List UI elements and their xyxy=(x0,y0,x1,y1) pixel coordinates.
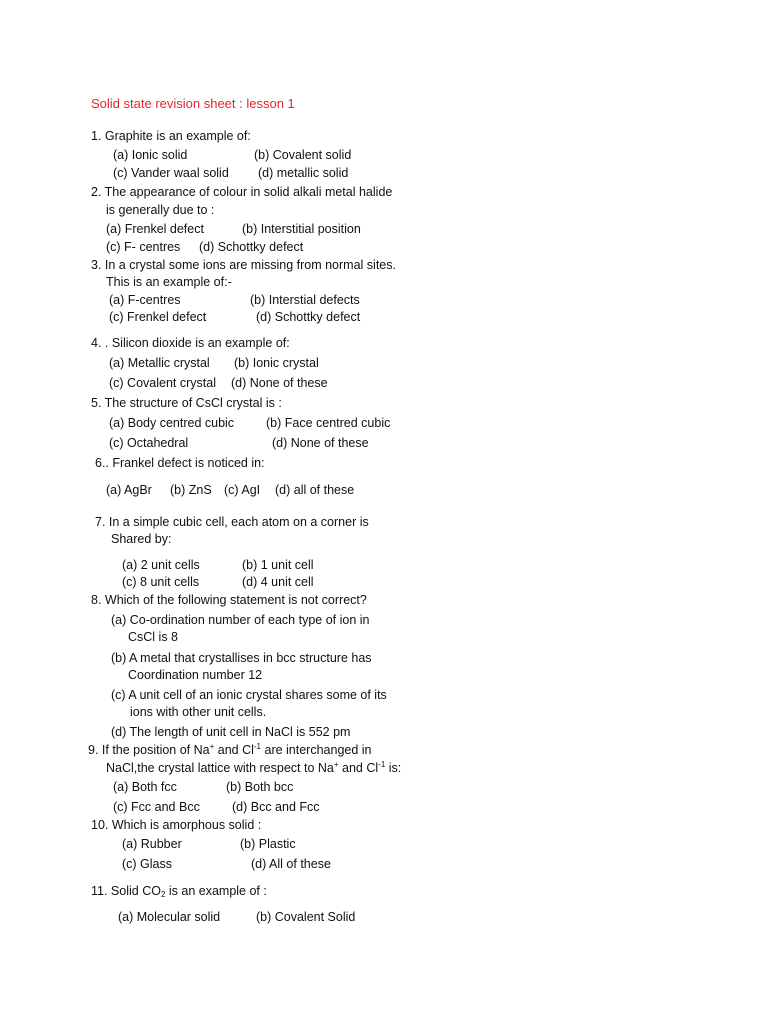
q11-option-b: (b) Covalent Solid xyxy=(256,910,356,924)
q2-option-a: (a) Frenkel defect xyxy=(106,222,204,236)
q7-option-c: (c) 8 unit cells xyxy=(122,575,200,589)
q6-option-c: (c) AgI xyxy=(224,483,261,497)
q8-option-a-line-1: (a) Co-ordination number of each type of ion in xyxy=(111,613,370,627)
q2-option-d: (d) Schottky defect xyxy=(199,240,304,254)
q8-option-b-line-2: Coordination number 12 xyxy=(128,668,263,682)
q3-option-a: (a) F-centres xyxy=(109,293,181,307)
question-11 xyxy=(91,883,267,899)
q11-text-a: 11. Solid CO xyxy=(91,884,161,898)
q2-option-c: (c) F- centres xyxy=(106,240,181,254)
question-9-line-2 xyxy=(106,760,401,776)
q6-option-d: (d) all of these xyxy=(275,483,355,497)
q9-option-a: (a) Both fcc xyxy=(113,780,177,794)
q3-option-d: (d) Schottky defect xyxy=(256,310,361,324)
q9-l1-sup-plus: + xyxy=(209,742,215,751)
q5-option-d: (d) None of these xyxy=(272,436,369,450)
question-7-line-1: 7. In a simple cubic cell, each atom on a corner is xyxy=(95,515,369,529)
q11-subscript: 2 xyxy=(160,890,166,899)
q5-option-b: (b) Face centred cubic xyxy=(266,416,391,430)
q9-option-c: (c) Fcc and Bcc xyxy=(113,800,200,814)
question-2-line-2: is generally due to : xyxy=(106,203,215,217)
q8-option-d: (d) The length of unit cell in NaCl is 552 pm xyxy=(111,725,351,739)
q11-option-a: (a) Molecular solid xyxy=(118,910,221,924)
q1-option-b: (b) Covalent solid xyxy=(254,148,352,162)
question-3-line-1: 3. In a crystal some ions are missing from normal sites. xyxy=(91,258,396,272)
q11-text-b: is an example of : xyxy=(165,884,267,898)
q9-l1-text-c: are interchanged in xyxy=(261,743,372,757)
q5-option-c: (c) Octahedral xyxy=(109,436,189,450)
q1-option-d: (d) metallic solid xyxy=(258,166,349,180)
q4-option-b: (b) Ionic crystal xyxy=(234,356,319,370)
question-7-line-2: Shared by: xyxy=(111,532,172,546)
q10-option-c: (c) Glass xyxy=(122,857,172,871)
q7-option-d: (d) 4 unit cell xyxy=(242,575,314,589)
question-4: 4. . Silicon dioxide is an example of: xyxy=(91,336,290,350)
q8-option-c-line-2: ions with other unit cells. xyxy=(130,705,267,719)
q1-option-c: (c) Vander waal solid xyxy=(113,166,229,180)
q7-option-a: (a) 2 unit cells xyxy=(122,558,200,572)
q9-l1-text-b: and Cl xyxy=(214,743,254,757)
q9-l2-sup-minus: -1 xyxy=(378,760,386,769)
q9-l2-text-a: NaCl,the crystal lattice with respect to Na xyxy=(106,761,334,775)
q8-option-c-line-1: (c) A unit cell of an ionic crystal shares some of its xyxy=(111,688,387,702)
q6-option-a: (a) AgBr xyxy=(106,483,152,497)
q8-option-b-line-1: (b) A metal that crystallises in bcc structure has xyxy=(111,651,372,665)
question-8: 8. Which of the following statement is not correct? xyxy=(91,593,367,607)
question-5: 5. The structure of CsCl crystal is : xyxy=(91,396,282,410)
q10-option-b: (b) Plastic xyxy=(240,837,296,851)
q10-option-a: (a) Rubber xyxy=(122,837,182,851)
question-1: 1. Graphite is an example of: xyxy=(91,129,251,143)
q4-option-a: (a) Metallic crystal xyxy=(109,356,210,370)
q2-option-b: (b) Interstitial position xyxy=(242,222,361,236)
q9-l2-sup-plus: + xyxy=(333,760,339,769)
question-9-line-1 xyxy=(88,742,372,758)
q3-option-c: (c) Frenkel defect xyxy=(109,310,207,324)
q1-option-a: (a) Ionic solid xyxy=(113,148,188,162)
q4-option-c: (c) Covalent crystal xyxy=(109,376,216,390)
question-2-line-1: 2. The appearance of colour in solid alkali metal halide xyxy=(91,185,393,199)
q9-option-b: (b) Both bcc xyxy=(226,780,294,794)
page-title: Solid state revision sheet : lesson 1 xyxy=(91,96,295,111)
q5-option-a: (a) Body centred cubic xyxy=(109,416,235,430)
q7-option-b: (b) 1 unit cell xyxy=(242,558,314,572)
q9-l1-text-a: 9. If the position of Na xyxy=(88,743,210,757)
q3-option-b: (b) Interstial defects xyxy=(250,293,360,307)
q9-option-d: (d) Bcc and Fcc xyxy=(232,800,320,814)
q8-option-a-line-2: CsCl is 8 xyxy=(128,630,179,644)
q10-option-d: (d) All of these xyxy=(251,857,331,871)
q9-l2-text-c: is: xyxy=(385,761,402,775)
q9-l2-text-b: and Cl xyxy=(338,761,379,775)
q4-option-d: (d) None of these xyxy=(231,376,328,390)
q6-option-b: (b) ZnS xyxy=(170,483,212,497)
question-3-line-2: This is an example of:- xyxy=(106,275,232,289)
question-10: 10. Which is amorphous solid : xyxy=(91,818,262,832)
question-6: 6.. Frankel defect is noticed in: xyxy=(95,456,265,470)
q9-l1-sup-minus: -1 xyxy=(253,742,262,751)
